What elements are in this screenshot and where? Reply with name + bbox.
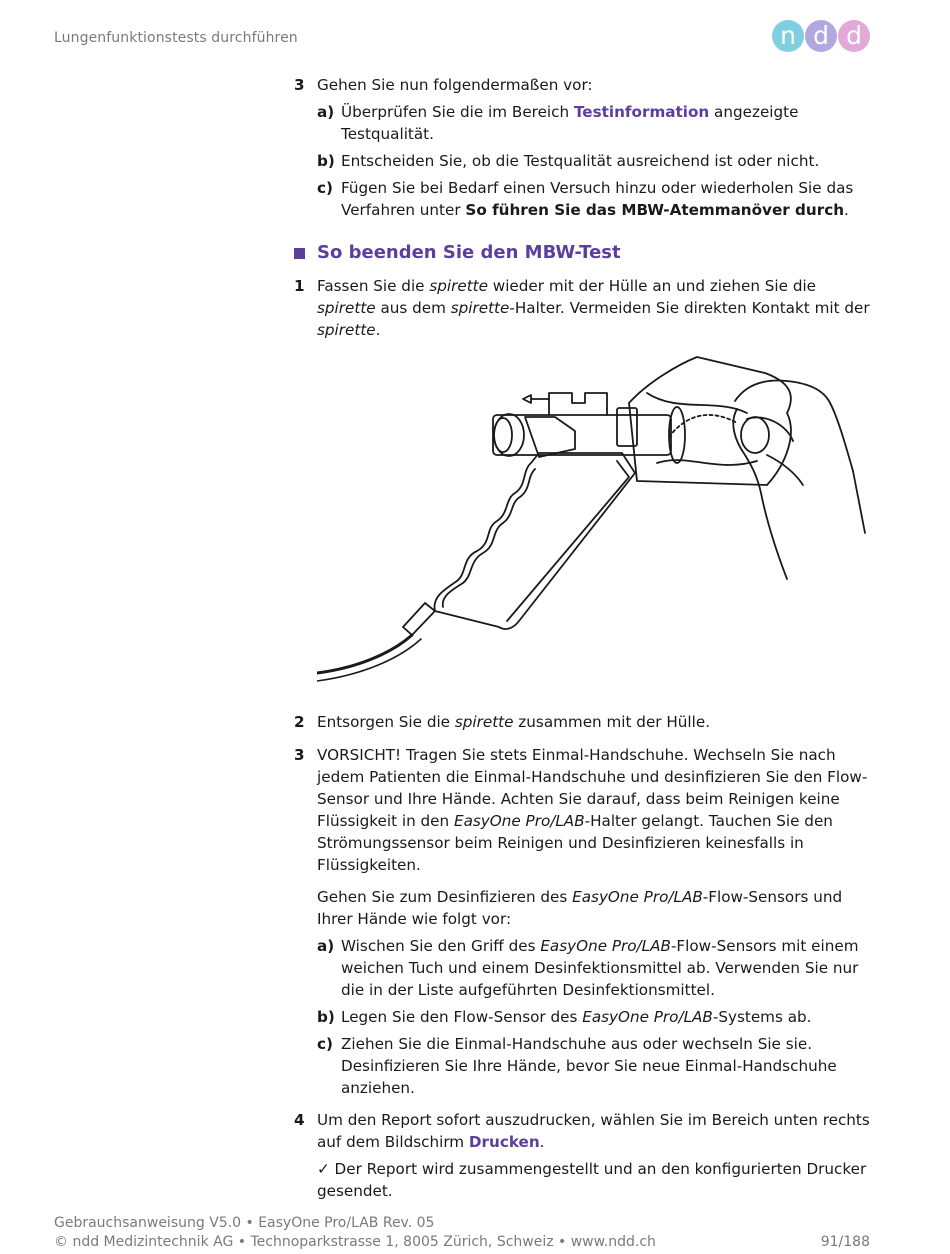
footer-line-2: © ndd Medizintechnik AG • Technoparkstrasse 1, 8005 Zürich, Schweiz • www.ndd.ch <box>54 1234 656 1250</box>
step-text: Entsorgen Sie die spirette zusammen mit der Hülle. <box>317 713 711 731</box>
check-icon: ✓ <box>317 1160 330 1178</box>
substep-label: c) <box>317 1035 333 1053</box>
substep-a <box>317 101 874 145</box>
running-head: Lungenfunktionstests durchführen <box>54 30 298 46</box>
logo-letter-n: n <box>772 20 804 52</box>
logo-letter-d2: d <box>838 20 870 52</box>
substep-text: Fügen Sie bei Bedarf einen Versuch hinzu oder wiederholen Sie das Verfahren unter So führen Sie das MBW-Atemmanöver durch. <box>341 179 854 219</box>
step-number: 3 <box>294 746 305 764</box>
substep-c <box>317 177 874 221</box>
footer-line-1: Gebrauchsanweisung V5.0 • EasyOne Pro/LAB Rev. 05 <box>54 1215 435 1231</box>
step-number: 1 <box>294 277 305 295</box>
substep-label: b) <box>317 152 335 170</box>
substep-label: c) <box>317 179 333 197</box>
substep-text: Ziehen Sie die Einmal-Handschuhe aus oder wechseln Sie sie. Desinfizieren Sie Ihre Hände, bevor Sie neue Einmal-Handschuhe anziehen. <box>341 1035 837 1097</box>
substep-label: b) <box>317 1008 335 1026</box>
flow-sensor-illustration <box>317 353 873 693</box>
substep-b <box>317 1006 874 1028</box>
step-2 <box>294 711 874 733</box>
result-text: ✓ Der Report wird zusammengestellt und an den konfigurierten Drucker gesendet. <box>317 1160 867 1200</box>
substep-text: Überprüfen Sie die im Bereich Testinformation angezeigte Testqualität. <box>341 103 799 143</box>
substep-label: a) <box>317 103 335 121</box>
step-3 <box>294 744 874 876</box>
step-number: 2 <box>294 713 305 731</box>
substep-b <box>317 150 874 172</box>
step-text: Um den Report sofort auszudrucken, wählen Sie im Bereich unten rechts auf dem Bildschirm Drucken. <box>317 1111 870 1151</box>
main-content <box>294 74 874 1202</box>
ndd-logo <box>772 20 870 52</box>
section-bullet-icon <box>294 248 305 259</box>
substep-a <box>317 935 874 1001</box>
step-4-result <box>294 1158 874 1202</box>
cross-reference: So führen Sie das MBW-Atemmanöver durch <box>465 201 845 219</box>
step-number: 3 <box>294 76 305 94</box>
section-heading <box>294 241 874 265</box>
section-title: So beenden Sie den MBW-Test <box>317 242 621 263</box>
substep-label: a) <box>317 937 335 955</box>
step-text: Fassen Sie die spirette wieder mit der Hülle an und ziehen Sie die spirette aus dem spirette-Halter. Vermeiden Sie direkten Kontakt mit der spirette. <box>317 277 870 339</box>
substep-text: Legen Sie den Flow-Sensor des EasyOne Pro/LAB-Systems ab. <box>341 1008 812 1026</box>
ui-label-drucken: Drucken <box>468 1133 540 1151</box>
step-3-top <box>294 74 874 96</box>
ui-label-testinformation: Testinformation <box>573 103 710 121</box>
step-1 <box>294 275 874 341</box>
step-text: Gehen Sie zum Desinfizieren des EasyOne Pro/LAB-Flow-Sensors und Ihrer Hände wie folgt vor: <box>317 888 843 928</box>
substep-c <box>317 1033 874 1099</box>
step-4 <box>294 1109 874 1153</box>
page-footer <box>54 1214 870 1252</box>
substep-text: Entscheiden Sie, ob die Testqualität ausreichend ist oder nicht. <box>341 152 820 170</box>
step-3-intro <box>294 886 874 930</box>
substep-text: Wischen Sie den Griff des EasyOne Pro/LAB-Flow-Sensors mit einem weichen Tuch und einem Desinfektionsmittel ab. Verwenden Sie nur die in der Liste aufgeführten Desinfektionsmittel. <box>341 937 859 999</box>
logo-letter-d1: d <box>805 20 837 52</box>
step-number: 4 <box>294 1111 305 1129</box>
warning-text: VORSICHT! Tragen Sie stets Einmal-Handschuhe. Wechseln Sie nach jedem Patienten die Einmal-Handschuhe und desinfizieren Sie den Flow-Sensor und Ihre Hände. Achten Sie darauf, dass beim Reinigen keine Flüssigkeit in den EasyOne Pro/LAB-Halter gelangt. Tauchen Sie den Strömungssensor beim Reinigen und Desinfizieren keinesfalls in Flüssigkeiten. <box>317 746 868 874</box>
step-text: Gehen Sie nun folgendermaßen vor: <box>317 76 593 94</box>
page-number: 91/188 <box>820 1234 870 1250</box>
